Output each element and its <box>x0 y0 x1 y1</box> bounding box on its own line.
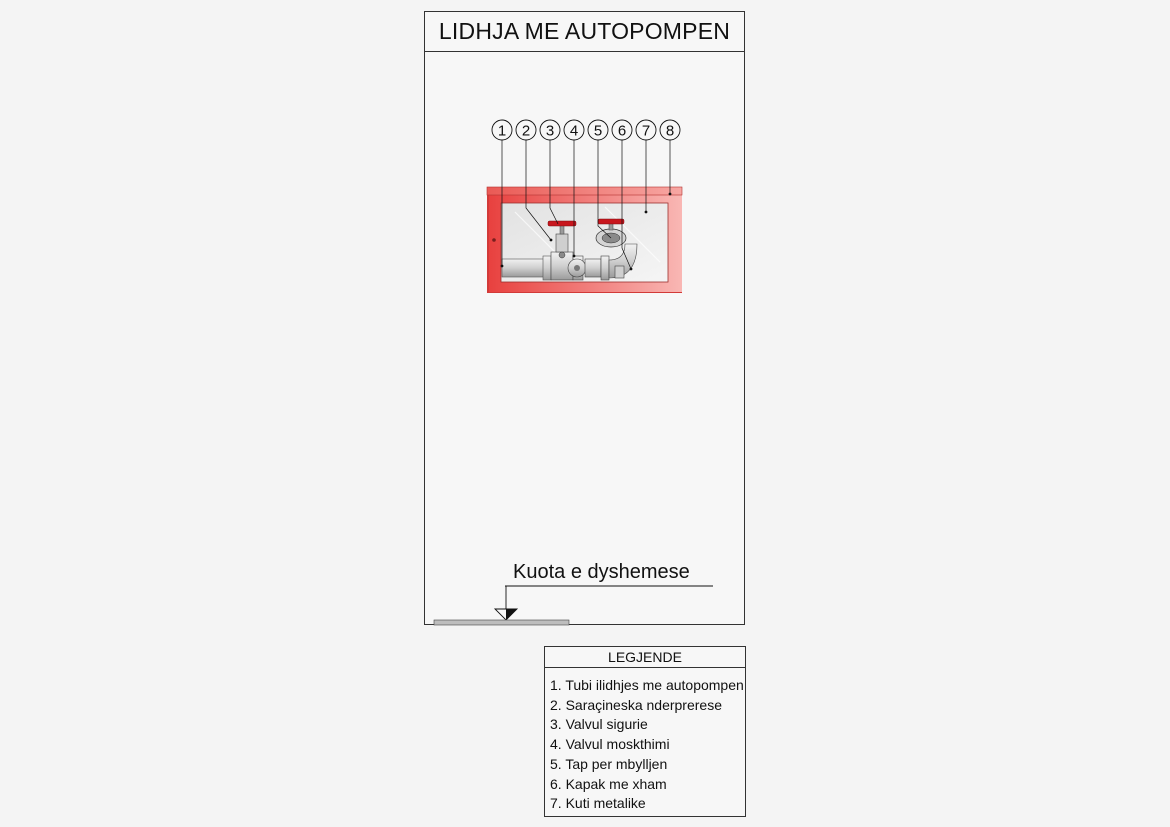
cabinet-diagram <box>425 12 746 626</box>
drawing-sheet <box>424 11 745 625</box>
callout-1 <box>492 120 512 140</box>
legend-item: 5. Tap per mbylljen <box>550 755 668 772</box>
legend-list <box>545 668 745 814</box>
callout-4 <box>564 120 584 140</box>
callout-3-number: 3 <box>545 122 555 140</box>
drawing-title: LIDHJA ME AUTOPOMPEN <box>425 12 744 52</box>
callout-4-number: 4 <box>569 122 579 140</box>
legend-item: 3. Valvul sigurie <box>550 716 648 733</box>
connection-pipe <box>502 256 551 280</box>
callout-6 <box>612 120 632 140</box>
callout-1-number: 1 <box>497 122 507 140</box>
callout-3 <box>540 120 560 140</box>
legend-item: 4. Valvul moskthimi <box>550 736 670 753</box>
callout-5-number: 5 <box>593 122 603 140</box>
callout-8-number: 8 <box>665 122 675 140</box>
legend-box <box>544 646 746 817</box>
callout-8 <box>660 120 680 140</box>
legend-item: 1. Tubi ilidhjes me autopompen <box>550 677 744 693</box>
floor-level-label: Kuota e dyshemese <box>513 561 690 583</box>
legend-item: 7. Kuti metalike <box>550 795 646 812</box>
callout-6-number: 6 <box>617 122 627 140</box>
floor-level-marker <box>434 586 713 625</box>
legend-item: 2. Saraçineska nderprerese <box>550 696 722 713</box>
callout-7-number: 7 <box>641 122 651 140</box>
callout-2-number: 2 <box>521 122 531 140</box>
callout-2 <box>516 120 536 140</box>
callout-7 <box>636 120 656 140</box>
legend-title: LEGJENDE <box>545 647 745 668</box>
legend-item: 6. Kapak me xham <box>550 775 667 792</box>
callout-5 <box>588 120 608 140</box>
